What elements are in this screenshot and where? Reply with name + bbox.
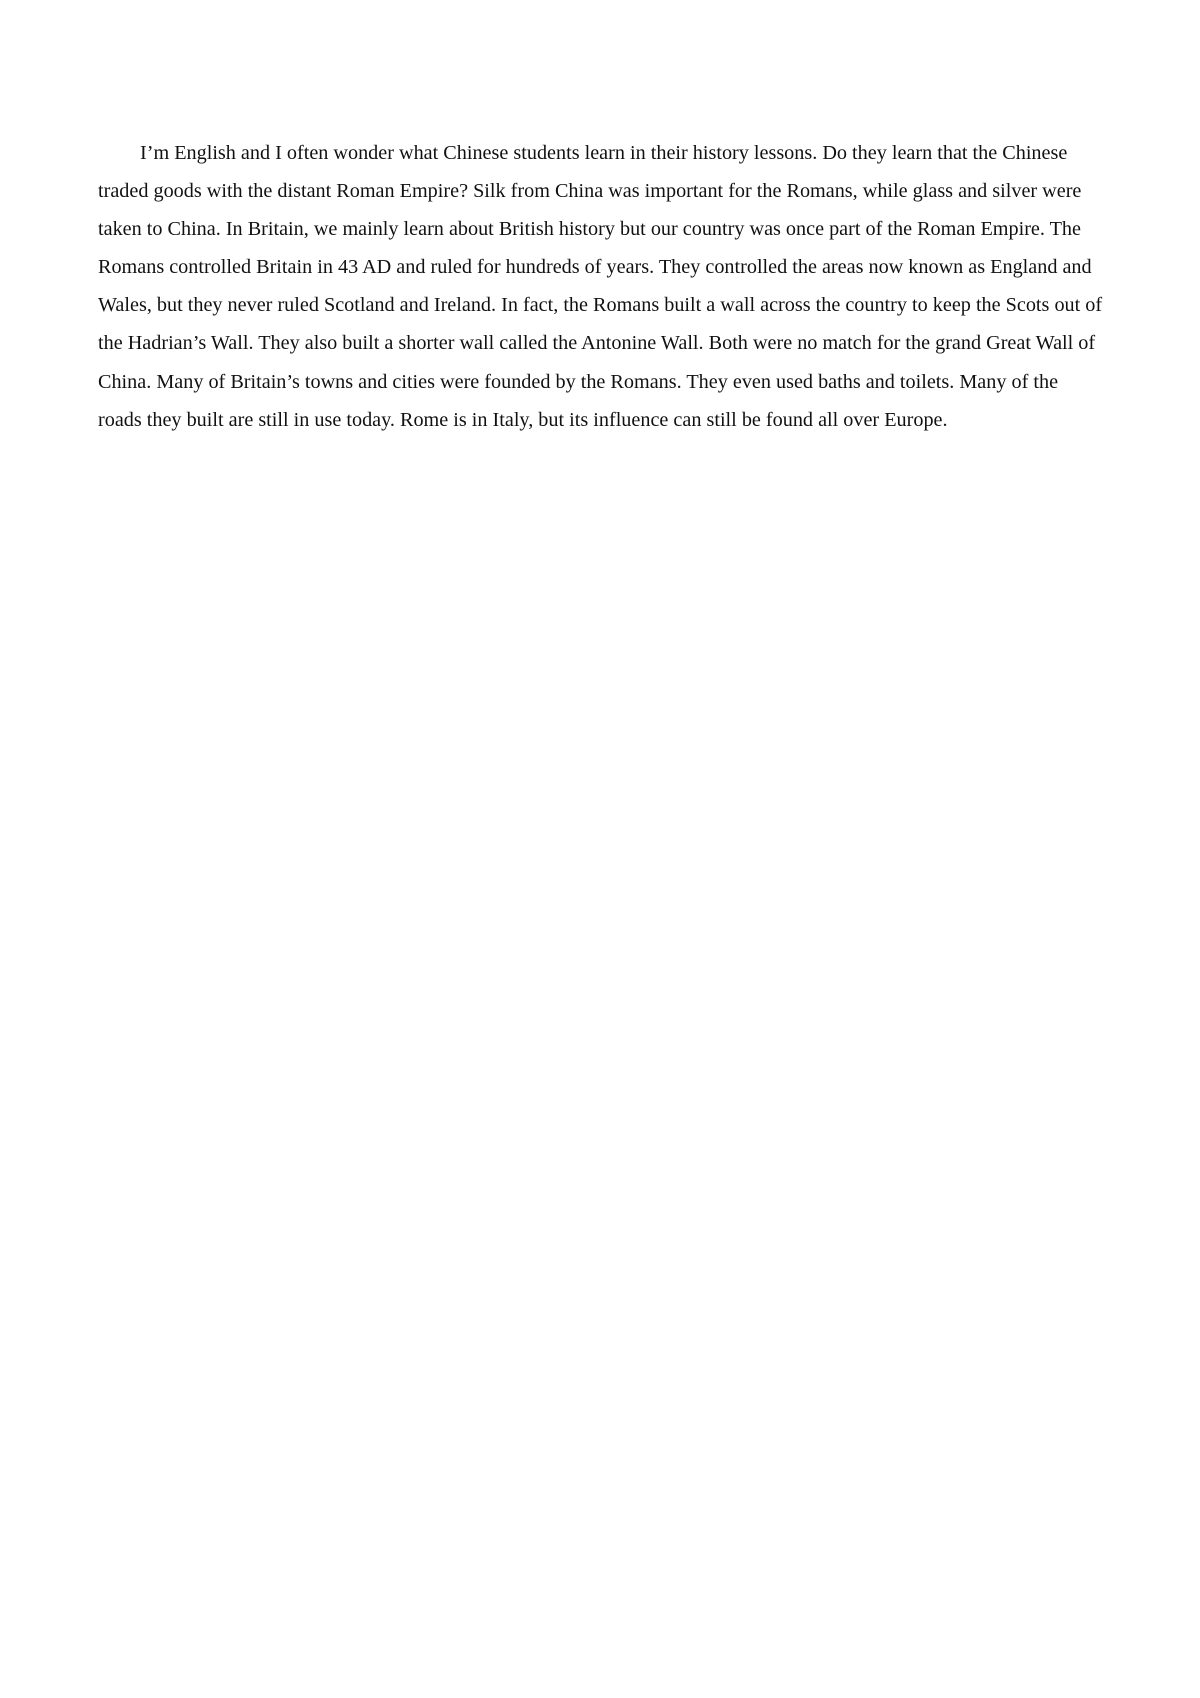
body-paragraph: I’m English and I often wonder what Chinese students learn in their history lessons. Do they learn that the Chinese traded goods with the distant Roman Empire? Silk from China was important for the Romans, while glass and silver were taken to China. In Britain, we mainly learn about British history but our country was once part of the Roman Empire. The Romans controlled Britain in 43 AD and ruled for hundreds of years. They controlled the areas now known as England and Wales, but they never ruled Scotland and Ireland. In fact, the Romans built a wall across the country to keep the Scots out of the Hadrian’s Wall. They also built a shorter wall called the Antonine Wall. Both were no match for the grand Great Wall of China. Many of Britain’s towns and cities were founded by the Romans. They even used baths and toilets. Many of the roads they built are still in use today. Rome is in Italy, but its influence can still be found all over Europe. bbox=[98, 142, 1103, 431]
